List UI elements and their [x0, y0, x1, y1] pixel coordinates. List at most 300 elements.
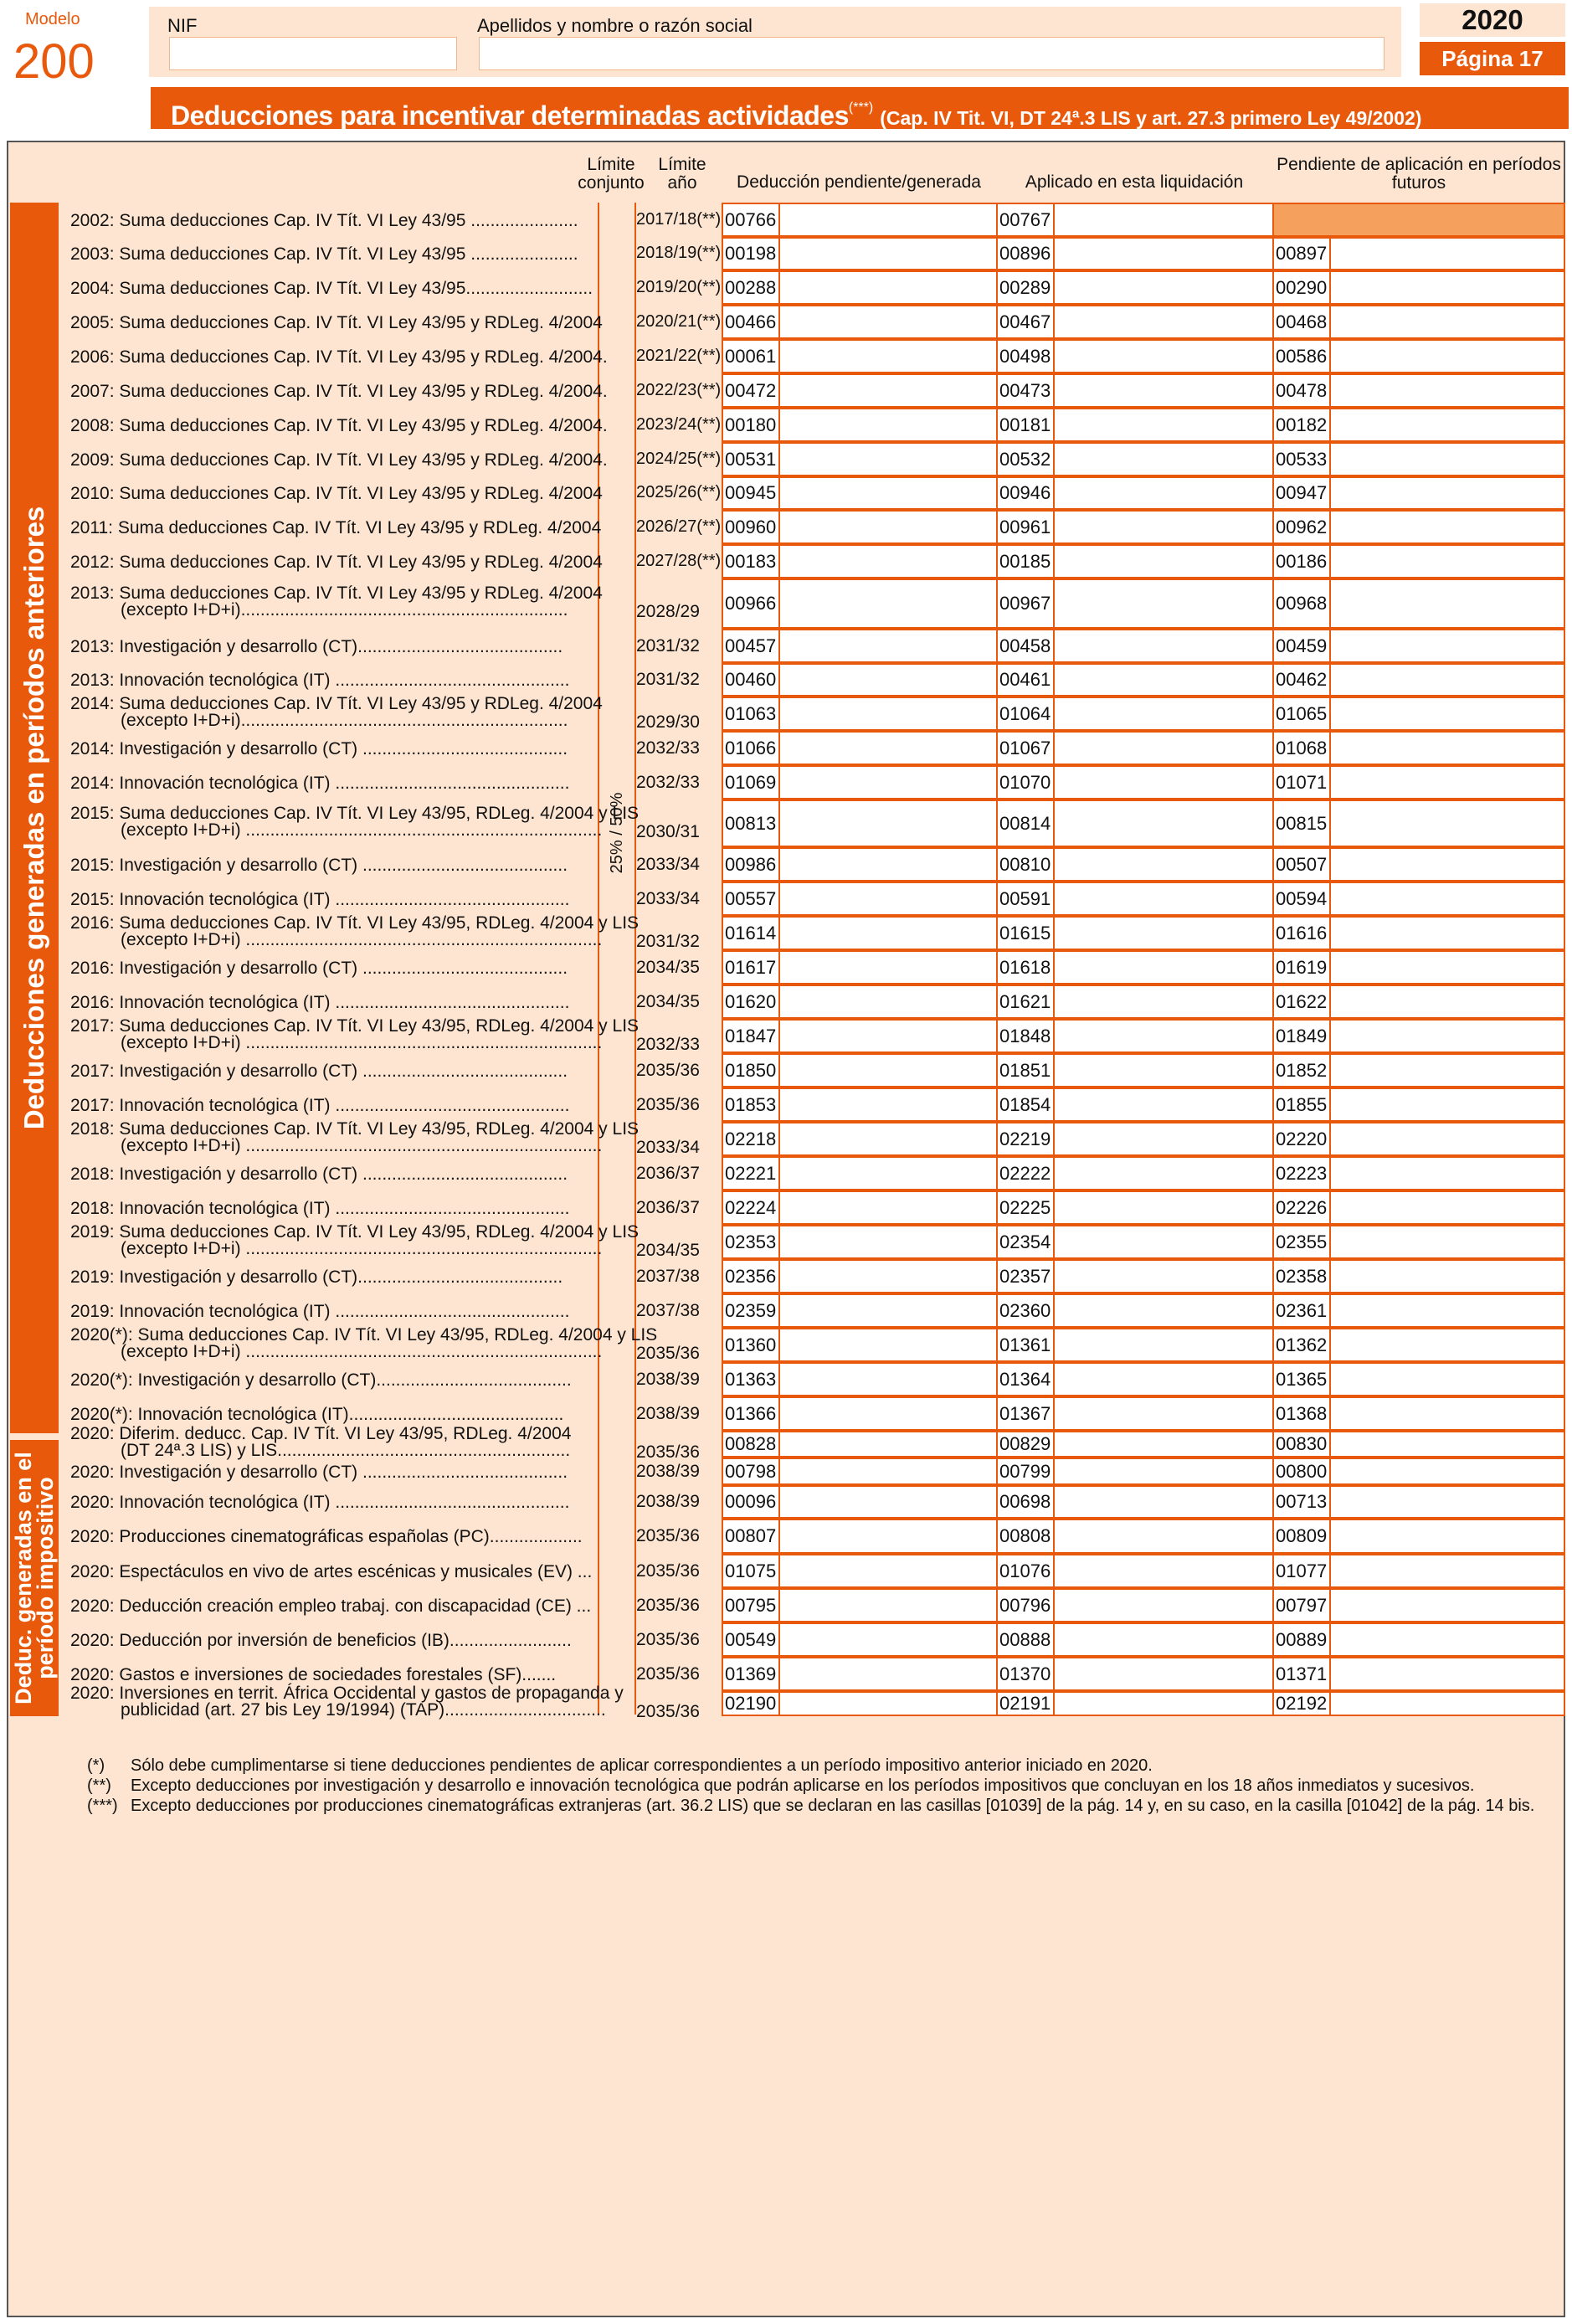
casilla-divider — [1329, 1293, 1331, 1328]
casilla-divider — [1272, 1293, 1274, 1328]
casilla-divider — [1329, 916, 1331, 950]
casilla-divider — [1272, 1588, 1274, 1622]
row-label: 2020: Innovación tecnológica (IT) ................................................ — [70, 1493, 570, 1512]
aplicado-code: 00888 — [999, 1628, 1051, 1650]
casilla-divider — [778, 629, 780, 663]
casilla-divider — [1272, 339, 1274, 373]
modelo-label: Modelo — [25, 10, 80, 28]
aplicado-code: 01361 — [999, 1334, 1051, 1355]
casilla-divider — [1053, 1431, 1055, 1458]
casilla-divider — [1053, 1019, 1055, 1053]
deduccion-pendiente-code: 00557 — [725, 887, 777, 909]
col-header-limite-conjunto: Límite conjunto — [578, 155, 645, 193]
row-label: 2005: Suma deducciones Cap. IV Tít. VI Ley 43/95 y RDLeg. 4/2004 — [70, 312, 603, 332]
aplicado-code: 00698 — [999, 1491, 1051, 1512]
casilla-divider — [1329, 578, 1331, 629]
casilla-divider — [1272, 1225, 1274, 1259]
casillas-strip[interactable] — [722, 1554, 1565, 1588]
nif-field[interactable] — [169, 37, 457, 70]
casilla-divider — [1329, 1328, 1331, 1362]
pendiente-futuro-code: 00594 — [1276, 887, 1328, 909]
footnote-text: Sólo debe cumplimentarse si tiene deducciones pendientes de aplicar correspondientes a un período impositivo anterior iniciado en 2020. — [131, 1756, 1153, 1775]
row-limite-ano: 2036/37 — [636, 1163, 700, 1183]
row-label-line: (excepto I+D+i) ......................................................................... — [121, 1135, 603, 1155]
row-label — [70, 1221, 640, 1258]
casilla-divider — [996, 697, 998, 731]
row-label: 2019: Innovación tecnológica (IT) ................................................ — [70, 1301, 570, 1321]
nif-label: NIF — [167, 15, 198, 36]
casillas-strip[interactable] — [722, 882, 1565, 916]
deduccion-pendiente-code: 01614 — [725, 922, 777, 943]
casillas-strip[interactable] — [722, 950, 1565, 985]
casillas-strip[interactable] — [722, 578, 1565, 629]
casilla-divider — [778, 1156, 780, 1190]
table-row — [0, 663, 1572, 697]
casilla-divider — [778, 985, 780, 1019]
casillas-strip[interactable] — [722, 1053, 1565, 1087]
row-limite-ano: 2035/36 — [636, 1702, 700, 1721]
casillas-strip[interactable] — [722, 847, 1565, 882]
casilla-divider — [1272, 1396, 1274, 1431]
casillas-strip[interactable] — [722, 1622, 1565, 1657]
casilla-divider — [1329, 1657, 1331, 1691]
casilla-divider — [778, 237, 780, 270]
casillas-strip[interactable] — [722, 1519, 1565, 1554]
row-label-line: (excepto I+D+i) ......................................................................... — [121, 1032, 603, 1052]
row-limite-ano: 2032/33 — [636, 1034, 700, 1054]
deduccion-pendiente-code: 01063 — [725, 702, 777, 724]
aplicado-code: 01367 — [999, 1402, 1051, 1424]
deduccion-pendiente-code: 02218 — [725, 1128, 777, 1149]
pendiente-futuro-code: 01365 — [1276, 1368, 1328, 1390]
casillas-strip[interactable] — [722, 731, 1565, 765]
casillas-strip[interactable] — [722, 1156, 1565, 1190]
pendiente-futuro-code: 00889 — [1276, 1628, 1328, 1650]
table-row — [0, 1588, 1572, 1622]
table-row — [0, 847, 1572, 882]
table-row — [0, 1324, 1572, 1363]
casilla-divider — [996, 1156, 998, 1190]
row-label: 2020: Gastos e inversiones de sociedades forestales (SF)....... — [70, 1664, 557, 1684]
row-limite-ano: 2035/36 — [636, 1526, 700, 1545]
casilla-divider — [1272, 731, 1274, 765]
casilla-divider — [996, 578, 998, 629]
aplicado-code: 00532 — [999, 448, 1051, 470]
pendiente-futuro-code: 01077 — [1276, 1560, 1328, 1581]
disabled-casilla — [1274, 204, 1564, 235]
casillas-strip[interactable] — [722, 1019, 1565, 1053]
casillas-strip[interactable] — [722, 305, 1565, 339]
casilla-divider — [1329, 1691, 1331, 1716]
casilla-divider — [1272, 1431, 1274, 1458]
casillas-strip[interactable] — [722, 1362, 1565, 1396]
row-limite-ano: 2035/36 — [636, 1560, 700, 1581]
casilla-divider — [996, 442, 998, 476]
casilla-divider — [1053, 629, 1055, 663]
casillas-strip[interactable] — [722, 663, 1565, 697]
row-label-line: 2020: Inversiones en territ. África Occidental y gastos de propaganda y — [70, 1684, 624, 1703]
casilla-divider — [778, 1622, 780, 1657]
row-label: 2004: Suma deducciones Cap. IV Tít. VI Ley 43/95.......................... — [70, 278, 593, 298]
casilla-divider — [1053, 1293, 1055, 1328]
casillas-strip[interactable] — [722, 544, 1565, 578]
casilla-divider — [1272, 882, 1274, 916]
casilla-divider — [1329, 629, 1331, 663]
casilla-divider — [1272, 442, 1274, 476]
casilla-divider — [1053, 1588, 1055, 1622]
aplicado-code: 01615 — [999, 922, 1051, 943]
casilla-divider — [996, 1458, 998, 1485]
casilla-divider — [996, 1087, 998, 1122]
footnote-mark: (*) — [87, 1756, 105, 1775]
casilla-divider — [1272, 544, 1274, 578]
deduccion-pendiente-code: 01847 — [725, 1025, 777, 1046]
row-limite-ano: 2038/39 — [636, 1492, 700, 1511]
row-limite-ano: 2031/32 — [636, 635, 700, 656]
casilla-divider — [778, 916, 780, 950]
casillas-strip[interactable] — [722, 765, 1565, 800]
deduccion-pendiente-code: 00549 — [725, 1628, 777, 1650]
casillas-strip[interactable] — [722, 1328, 1565, 1362]
row-limite-ano: 2031/32 — [636, 670, 700, 689]
row-limite-ano: 2027/28(**) — [636, 551, 722, 570]
section-title-legal-ref: (Cap. IV Tit. VI, DT 24ª.3 LIS y art. 27.3 primero Ley 49/2002) — [880, 107, 1422, 129]
pendiente-futuro-code: 02226 — [1276, 1196, 1328, 1218]
table-row — [0, 882, 1572, 916]
row-label: 2006: Suma deducciones Cap. IV Tít. VI Ley 43/95 y RDLeg. 4/2004. — [70, 347, 608, 367]
row-limite-ano: 2035/36 — [636, 1343, 700, 1363]
table-row — [0, 950, 1572, 985]
row-limite-ano: 2035/36 — [636, 1663, 700, 1684]
aplicado-code: 00967 — [999, 593, 1051, 614]
casillas-strip[interactable] — [722, 800, 1565, 847]
casilla-divider — [1272, 1519, 1274, 1554]
casilla-divider — [1272, 1190, 1274, 1225]
casilla-divider — [1329, 1554, 1331, 1588]
aplicado-code: 00808 — [999, 1525, 1051, 1546]
casillas-strip[interactable] — [722, 1691, 1565, 1716]
casilla-divider — [996, 985, 998, 1019]
casilla-divider — [778, 731, 780, 765]
row-label: 2020: Producciones cinematográficas españolas (PC)................... — [70, 1527, 583, 1546]
row-label-line: (excepto I+D+i) ......................................................................... — [121, 929, 603, 949]
casillas-strip[interactable] — [722, 1396, 1565, 1431]
casilla-divider — [778, 697, 780, 731]
row-label: 2014: Investigación y desarrollo (CT) .......................................... — [70, 738, 568, 758]
deduccion-pendiente-code: 01363 — [725, 1368, 777, 1390]
row-label — [70, 693, 603, 730]
casilla-divider — [778, 1519, 780, 1554]
casilla-divider — [1053, 1362, 1055, 1396]
casilla-divider — [996, 1431, 998, 1458]
casilla-divider — [1329, 697, 1331, 731]
casillas-strip[interactable] — [722, 1122, 1565, 1156]
casillas-strip[interactable] — [722, 339, 1565, 373]
aplicado-code: 02219 — [999, 1128, 1051, 1149]
casillas-strip[interactable] — [722, 270, 1565, 305]
row-limite-ano: 2030/31 — [636, 821, 700, 841]
casilla-divider — [1329, 1019, 1331, 1053]
casilla-divider — [1272, 270, 1274, 305]
table-row — [0, 1118, 1572, 1157]
casilla-divider — [996, 1362, 998, 1396]
casilla-divider — [996, 882, 998, 916]
row-label — [70, 1426, 593, 1459]
casilla-divider — [778, 373, 780, 408]
row-limite-ano: 2035/36 — [636, 1094, 700, 1114]
deduccion-pendiente-code: 01617 — [725, 956, 777, 978]
casillas-strip[interactable] — [722, 237, 1565, 270]
casilla-divider — [1272, 950, 1274, 985]
row-limite-ano: 2038/39 — [636, 1369, 700, 1389]
casilla-divider — [1272, 373, 1274, 408]
casillas-strip[interactable] — [722, 510, 1565, 544]
casilla-divider — [996, 1588, 998, 1622]
deduccion-pendiente-code: 02356 — [725, 1265, 777, 1287]
casilla-divider — [778, 1087, 780, 1122]
row-label: 2017: Investigación y desarrollo (CT) .......................................... — [70, 1061, 568, 1081]
row-limite-ano: 2038/39 — [636, 1403, 700, 1423]
row-label: 2016: Investigación y desarrollo (CT) .......................................... — [70, 958, 568, 978]
aplicado-code: 02225 — [999, 1196, 1051, 1218]
row-limite-ano: 2035/36 — [636, 1442, 700, 1462]
casilla-divider — [1272, 1328, 1274, 1362]
footnote-mark: (**) — [87, 1776, 111, 1795]
col-header-pendiente-futuro: Pendiente de aplicación en períodos futuros — [1277, 155, 1561, 193]
casilla-divider — [1329, 476, 1331, 510]
row-label: 2007: Suma deducciones Cap. IV Tít. VI Ley 43/95 y RDLeg. 4/2004. — [70, 381, 608, 401]
row-limite-ano: 2021/22(**) — [636, 346, 722, 365]
casillas-strip[interactable] — [722, 442, 1565, 476]
casilla-divider — [1272, 1458, 1274, 1485]
casilla-divider — [1329, 510, 1331, 544]
pendiente-futuro-code: 02355 — [1276, 1231, 1328, 1252]
casilla-divider — [778, 950, 780, 985]
casilla-divider — [1053, 1396, 1055, 1431]
deduccion-pendiente-code: 00766 — [725, 208, 777, 230]
row-label-line: (DT 24ª.3 LIS) y LIS............................................................ — [121, 1441, 571, 1460]
row-label: 2018: Investigación y desarrollo (CT) .......................................... — [70, 1164, 568, 1184]
aplicado-code: 01621 — [999, 990, 1051, 1012]
casilla-divider — [1272, 408, 1274, 442]
row-label-line: (excepto I+D+i) ......................................................................... — [121, 1238, 603, 1258]
deduccion-pendiente-code: 00466 — [725, 311, 777, 332]
table-row — [0, 985, 1572, 1019]
row-label-line: 2017: Suma deducciones Cap. IV Tít. VI Ley 43/95, RDLeg. 4/2004 y LIS — [70, 1015, 640, 1036]
row-limite-ano: 2023/24(**) — [636, 414, 722, 434]
row-label — [70, 1015, 640, 1052]
row-label-line: 2016: Suma deducciones Cap. IV Tít. VI Ley 43/95, RDLeg. 4/2004 y LIS — [70, 913, 640, 933]
deduccion-pendiente-code: 01369 — [725, 1663, 777, 1684]
casilla-divider — [778, 1328, 780, 1362]
casilla-divider — [1329, 544, 1331, 578]
casilla-divider — [996, 270, 998, 305]
casilla-divider — [1053, 1485, 1055, 1519]
aplicado-code: 02191 — [999, 1693, 1051, 1714]
pendiente-futuro-code: 01065 — [1276, 702, 1328, 724]
pendiente-futuro-code: 01855 — [1276, 1093, 1328, 1115]
pendiente-futuro-code: 02192 — [1276, 1693, 1328, 1714]
casilla-divider — [778, 800, 780, 847]
casilla-divider — [996, 1019, 998, 1053]
row-limite-ano: 2035/36 — [636, 1595, 700, 1615]
casilla-divider — [778, 1019, 780, 1053]
pendiente-futuro-code: 00800 — [1276, 1460, 1328, 1482]
row-label: 2012: Suma deducciones Cap. IV Tít. VI Ley 43/95 y RDLeg. 4/2004 — [70, 552, 603, 572]
casilla-divider — [1329, 1485, 1331, 1519]
nombre-field[interactable] — [479, 37, 1384, 70]
deduccion-pendiente-code: 01850 — [725, 1059, 777, 1081]
aplicado-code: 00814 — [999, 812, 1051, 834]
pendiente-futuro-code: 00507 — [1276, 853, 1328, 875]
casilla-divider — [1272, 476, 1274, 510]
pendiente-futuro-code: 02361 — [1276, 1299, 1328, 1321]
casilla-divider — [1329, 800, 1331, 847]
aplicado-code: 00498 — [999, 345, 1051, 367]
deduccion-pendiente-code: 00180 — [725, 414, 777, 435]
casilla-divider — [778, 1458, 780, 1485]
casilla-divider — [1053, 1554, 1055, 1588]
casilla-divider — [1329, 1431, 1331, 1458]
casillas-strip[interactable] — [722, 629, 1565, 663]
pendiente-futuro-code: 00968 — [1276, 593, 1328, 614]
casilla-divider — [778, 1362, 780, 1396]
casillas-strip[interactable] — [722, 1225, 1565, 1259]
casilla-divider — [1272, 1122, 1274, 1156]
casillas-strip[interactable] — [722, 1190, 1565, 1225]
row-label-line: 2013: Suma deducciones Cap. IV Tít. VI Ley 43/95 y RDLeg. 4/2004 — [70, 584, 603, 603]
footnote-mark: (***) — [87, 1797, 118, 1815]
casillas-strip[interactable] — [722, 985, 1565, 1019]
casilla-divider — [778, 663, 780, 697]
casillas-strip[interactable] — [722, 373, 1565, 408]
year-badge: 2020 — [1420, 3, 1565, 37]
casilla-divider — [778, 1431, 780, 1458]
deduccion-pendiente-code: 00828 — [725, 1433, 777, 1454]
casillas-strip[interactable] — [722, 408, 1565, 442]
deduccion-pendiente-code: 01069 — [725, 771, 777, 793]
table-row — [0, 442, 1572, 476]
deduccion-pendiente-code: 00986 — [725, 853, 777, 875]
row-label: 2019: Investigación y desarrollo (CT).......................................... — [70, 1267, 563, 1287]
casilla-divider — [1329, 1519, 1331, 1554]
casilla-divider — [778, 1225, 780, 1259]
casilla-divider — [996, 1396, 998, 1431]
casilla-divider — [996, 1293, 998, 1328]
casillas-strip[interactable] — [722, 476, 1565, 510]
table-row — [0, 1015, 1572, 1054]
table-row — [0, 800, 1572, 847]
pendiente-futuro-code: 00962 — [1276, 516, 1328, 537]
casilla-divider — [996, 408, 998, 442]
casilla-divider — [996, 237, 998, 270]
casilla-divider — [778, 1691, 780, 1716]
casilla-divider — [778, 578, 780, 629]
deduccion-pendiente-code: 01066 — [725, 737, 777, 758]
casillas-strip[interactable] — [722, 1588, 1565, 1622]
casilla-divider — [1053, 476, 1055, 510]
casillas-strip[interactable] — [722, 916, 1565, 950]
table-row — [0, 476, 1572, 510]
table-row — [0, 731, 1572, 765]
aplicado-code: 02222 — [999, 1162, 1051, 1184]
casilla-divider — [996, 1485, 998, 1519]
row-label: 2020: Deducción creación empleo trabaj. con discapacidad (CE) ... — [70, 1596, 592, 1616]
casillas-strip[interactable] — [722, 1485, 1565, 1519]
casilla-divider — [1053, 1053, 1055, 1087]
deduccion-pendiente-code: 00798 — [725, 1460, 777, 1482]
casilla-divider — [1329, 1053, 1331, 1087]
deduccion-pendiente-code: 00966 — [725, 593, 777, 614]
row-limite-ano: 2034/35 — [636, 957, 700, 977]
deduccion-pendiente-code: 00472 — [725, 379, 777, 401]
casillas-strip[interactable] — [722, 1657, 1565, 1691]
deduccion-pendiente-code: 00061 — [725, 345, 777, 367]
section-title-footnote-mark: (***) — [848, 100, 874, 115]
casilla-divider — [778, 305, 780, 339]
casilla-divider — [996, 510, 998, 544]
deduccion-pendiente-code: 01620 — [725, 990, 777, 1012]
row-label-line: 2019: Suma deducciones Cap. IV Tít. VI Ley 43/95, RDLeg. 4/2004 y LIS — [70, 1221, 640, 1242]
casillas-strip[interactable] — [722, 1458, 1565, 1485]
table-row — [0, 629, 1572, 663]
row-limite-ano: 2025/26(**) — [636, 483, 722, 501]
casilla-divider — [778, 270, 780, 305]
row-label-line: 2020(*): Suma deducciones Cap. IV Tít. VI Ley 43/95, RDLeg. 4/2004 y LIS — [70, 1324, 658, 1345]
casilla-divider — [1053, 237, 1055, 270]
table-row — [0, 544, 1572, 578]
aplicado-code: 00767 — [999, 208, 1051, 230]
casilla-divider — [1053, 1328, 1055, 1362]
aplicado-code: 01364 — [999, 1368, 1051, 1390]
casilla-divider — [1053, 985, 1055, 1019]
table-row — [0, 1622, 1572, 1657]
casilla-divider — [1272, 697, 1274, 731]
aplicado-code: 00946 — [999, 482, 1051, 503]
casillas-strip[interactable] — [722, 697, 1565, 731]
casillas-strip[interactable] — [722, 1259, 1565, 1293]
table-row — [0, 408, 1572, 442]
casilla-divider — [996, 629, 998, 663]
casilla-divider — [996, 1519, 998, 1554]
casilla-divider — [1053, 1259, 1055, 1293]
pendiente-futuro-code: 00897 — [1276, 243, 1328, 264]
casillas-strip[interactable] — [722, 1087, 1565, 1122]
deduccion-pendiente-code: 01075 — [725, 1560, 777, 1581]
casilla-divider — [1329, 408, 1331, 442]
casilla-divider — [778, 408, 780, 442]
casillas-strip[interactable] — [722, 1431, 1565, 1458]
row-limite-ano: 2035/36 — [636, 1629, 700, 1649]
casilla-divider — [1329, 1122, 1331, 1156]
casilla-divider — [1053, 800, 1055, 847]
casilla-divider — [1053, 1458, 1055, 1485]
row-label — [70, 1118, 640, 1155]
table-row — [0, 1259, 1572, 1293]
casillas-strip[interactable] — [722, 1293, 1565, 1328]
modelo-number: 200 — [13, 34, 95, 89]
casilla-divider — [1053, 203, 1055, 237]
casilla-divider — [778, 510, 780, 544]
aplicado-code: 01854 — [999, 1093, 1051, 1115]
casilla-divider — [1329, 1622, 1331, 1657]
casilla-divider — [1272, 1259, 1274, 1293]
casilla-divider — [1329, 1396, 1331, 1431]
row-label: 2015: Innovación tecnológica (IT) ................................................ — [70, 889, 570, 909]
pendiente-futuro-code: 02223 — [1276, 1162, 1328, 1184]
aplicado-code: 00289 — [999, 276, 1051, 298]
casilla-divider — [1272, 1019, 1274, 1053]
